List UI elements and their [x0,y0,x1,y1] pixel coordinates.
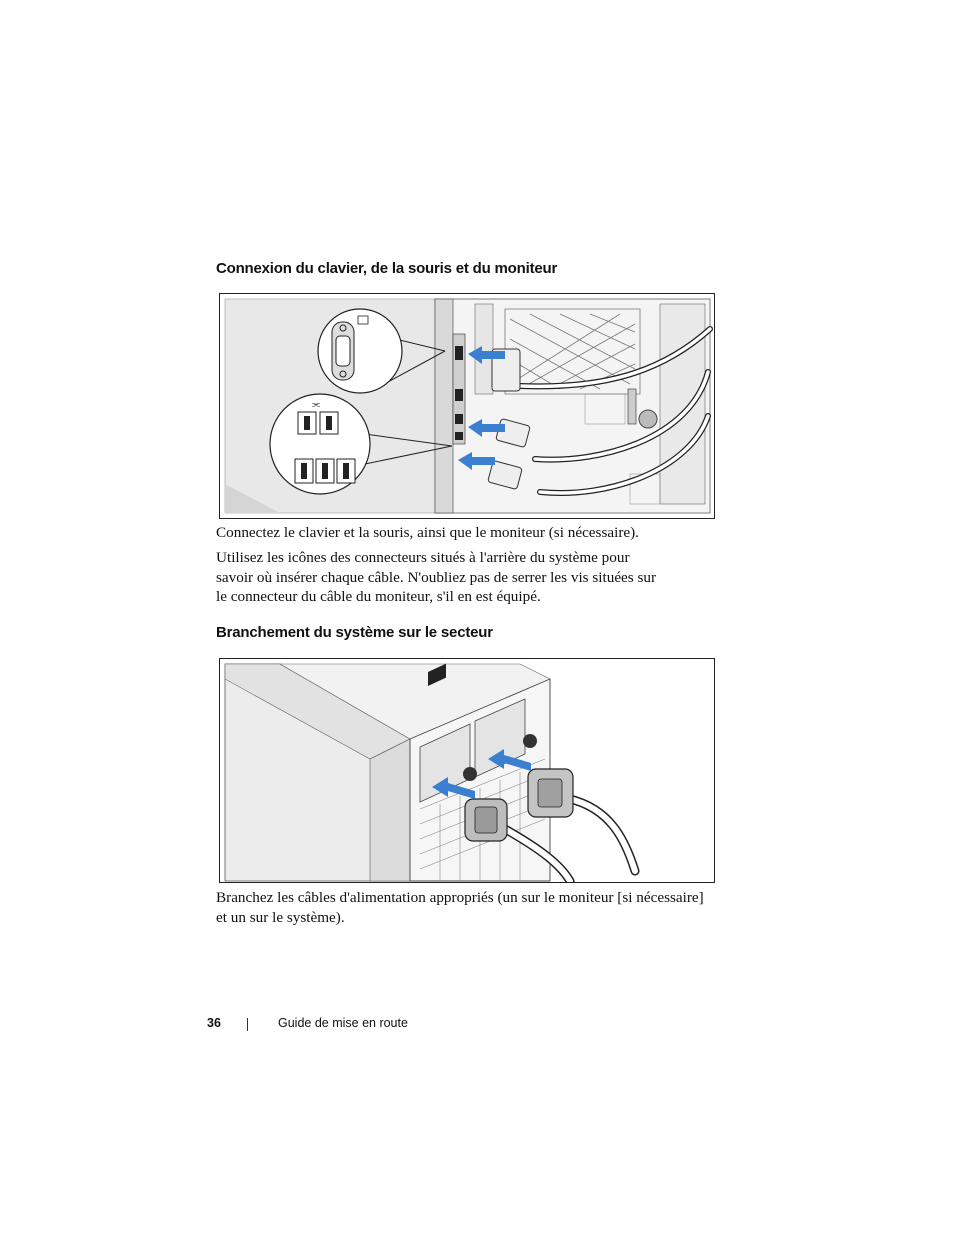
illustration-power-supply-connection [220,659,714,882]
footer-document-title: Guide de mise en route [278,1016,408,1030]
page-number: 36 [207,1016,221,1030]
section-heading-branchement-secteur: Branchement du système sur le secteur [216,624,493,641]
figure-keyboard-mouse-monitor-connection [219,293,715,519]
paragraph-connector-icons-instructions: Utilisez les icônes des connecteurs situés à l'arrière du système pour savoir où insérer chaque câble. N'oubliez pas de serrer les vis situées sur le connecteur du câble du moniteur, s'il en est équipé. [216,549,657,605]
figure-power-cable-connection [219,658,715,883]
illustration-rear-panel-connectors [220,294,714,518]
paragraph-connect-keyboard-mouse: Connectez le clavier et la souris, ainsi que le moniteur (si nécessaire). [216,524,639,541]
footer-separator [247,1018,248,1031]
section-heading-connexion-clavier: Connexion du clavier, de la souris et du moniteur [216,260,558,277]
paragraph-connect-power-cables: Branchez les câbles d'alimentation appropriés (un sur le moniteur [si nécessaire] et un sur le système). [216,889,704,926]
svg-text:⫘: ⫘ [312,400,321,410]
